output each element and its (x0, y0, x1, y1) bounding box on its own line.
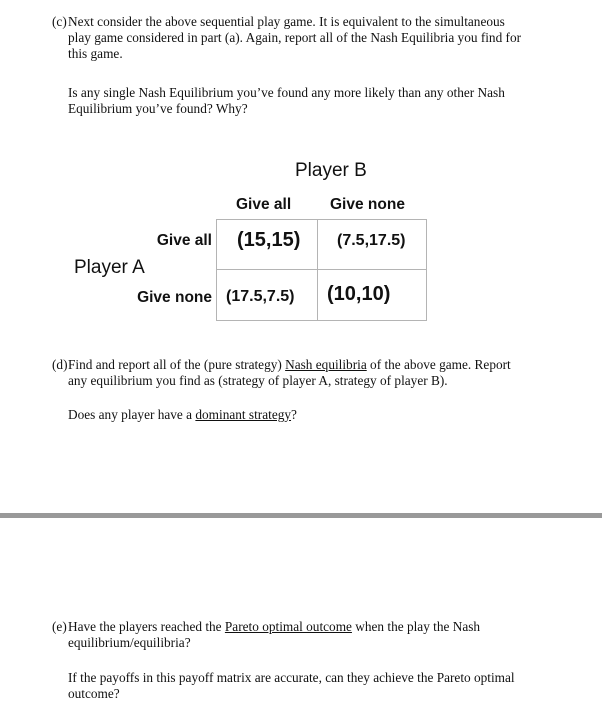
col-label-give-all: Give all (236, 196, 292, 213)
part-d-line-1-post: of the above game. Report (366, 357, 511, 372)
part-d-question (68, 407, 548, 423)
part-d-question-pre: Does any player have a (68, 407, 196, 422)
col-label-give-none: Give none (330, 196, 405, 213)
part-e-line-1-pre: Have the players reached the (68, 619, 225, 634)
part-d-label: (d) (52, 357, 68, 372)
row-label-give-all: Give all (156, 232, 212, 249)
part-c-line-1: Next consider the above sequential play game. It is equivalent to the simultaneous (68, 14, 505, 29)
part-e-text (52, 619, 552, 651)
part-c-question (68, 85, 548, 117)
page-divider (0, 513, 602, 518)
part-c-question-line-2: Equilibrium you’ve found? Why? (68, 101, 248, 116)
part-e-line-1-post: when the play the Nash (351, 619, 481, 634)
part-c-label: (c) (52, 14, 67, 29)
nash-equilibria-link[interactable]: Nash equilibria (285, 357, 367, 372)
part-c-line-2: play game considered in part (a). Again, report all of the Nash Equilibria you find for (68, 30, 522, 45)
part-e-question-line-2: outcome? (68, 686, 120, 701)
part-e-line-2: equilibrium/equilibria? (68, 635, 191, 650)
player-a-label: Player A (74, 257, 145, 278)
cell-give-all-give-none: (7.5,17.5) (337, 232, 406, 249)
part-c-line-3: this game. (68, 46, 123, 61)
matrix-divider-vertical (317, 219, 318, 321)
row-label-give-none: Give none (137, 289, 212, 306)
dominant-strategy-link[interactable]: dominant strategy (195, 407, 292, 422)
cell-give-none-give-all: (17.5,7.5) (226, 288, 295, 305)
payoff-matrix (216, 219, 427, 321)
part-c-text (52, 14, 552, 62)
part-c-question-line-1: Is any single Nash Equilibrium you’ve found any more likely than any other Nash (68, 85, 505, 100)
part-e-question (68, 670, 548, 702)
part-d-question-post: ? (291, 407, 297, 422)
cell-give-none-give-none: (10,10) (327, 283, 391, 305)
part-d-text (52, 357, 552, 389)
pareto-optimal-link[interactable]: Pareto optimal outcome (224, 619, 352, 634)
cell-give-all-give-all: (15,15) (237, 229, 301, 251)
matrix-divider-horizontal (216, 269, 427, 270)
player-b-label: Player B (295, 160, 367, 181)
part-d-line-1-pre: Find and report all of the (pure strategy) (68, 357, 286, 372)
part-e-label: (e) (52, 619, 67, 634)
part-d-line-2: any equilibrium you find as (strategy of player A, strategy of player B). (68, 373, 448, 388)
part-e-question-line-1: If the payoffs in this payoff matrix are accurate, can they achieve the Pareto optimal (68, 670, 515, 685)
